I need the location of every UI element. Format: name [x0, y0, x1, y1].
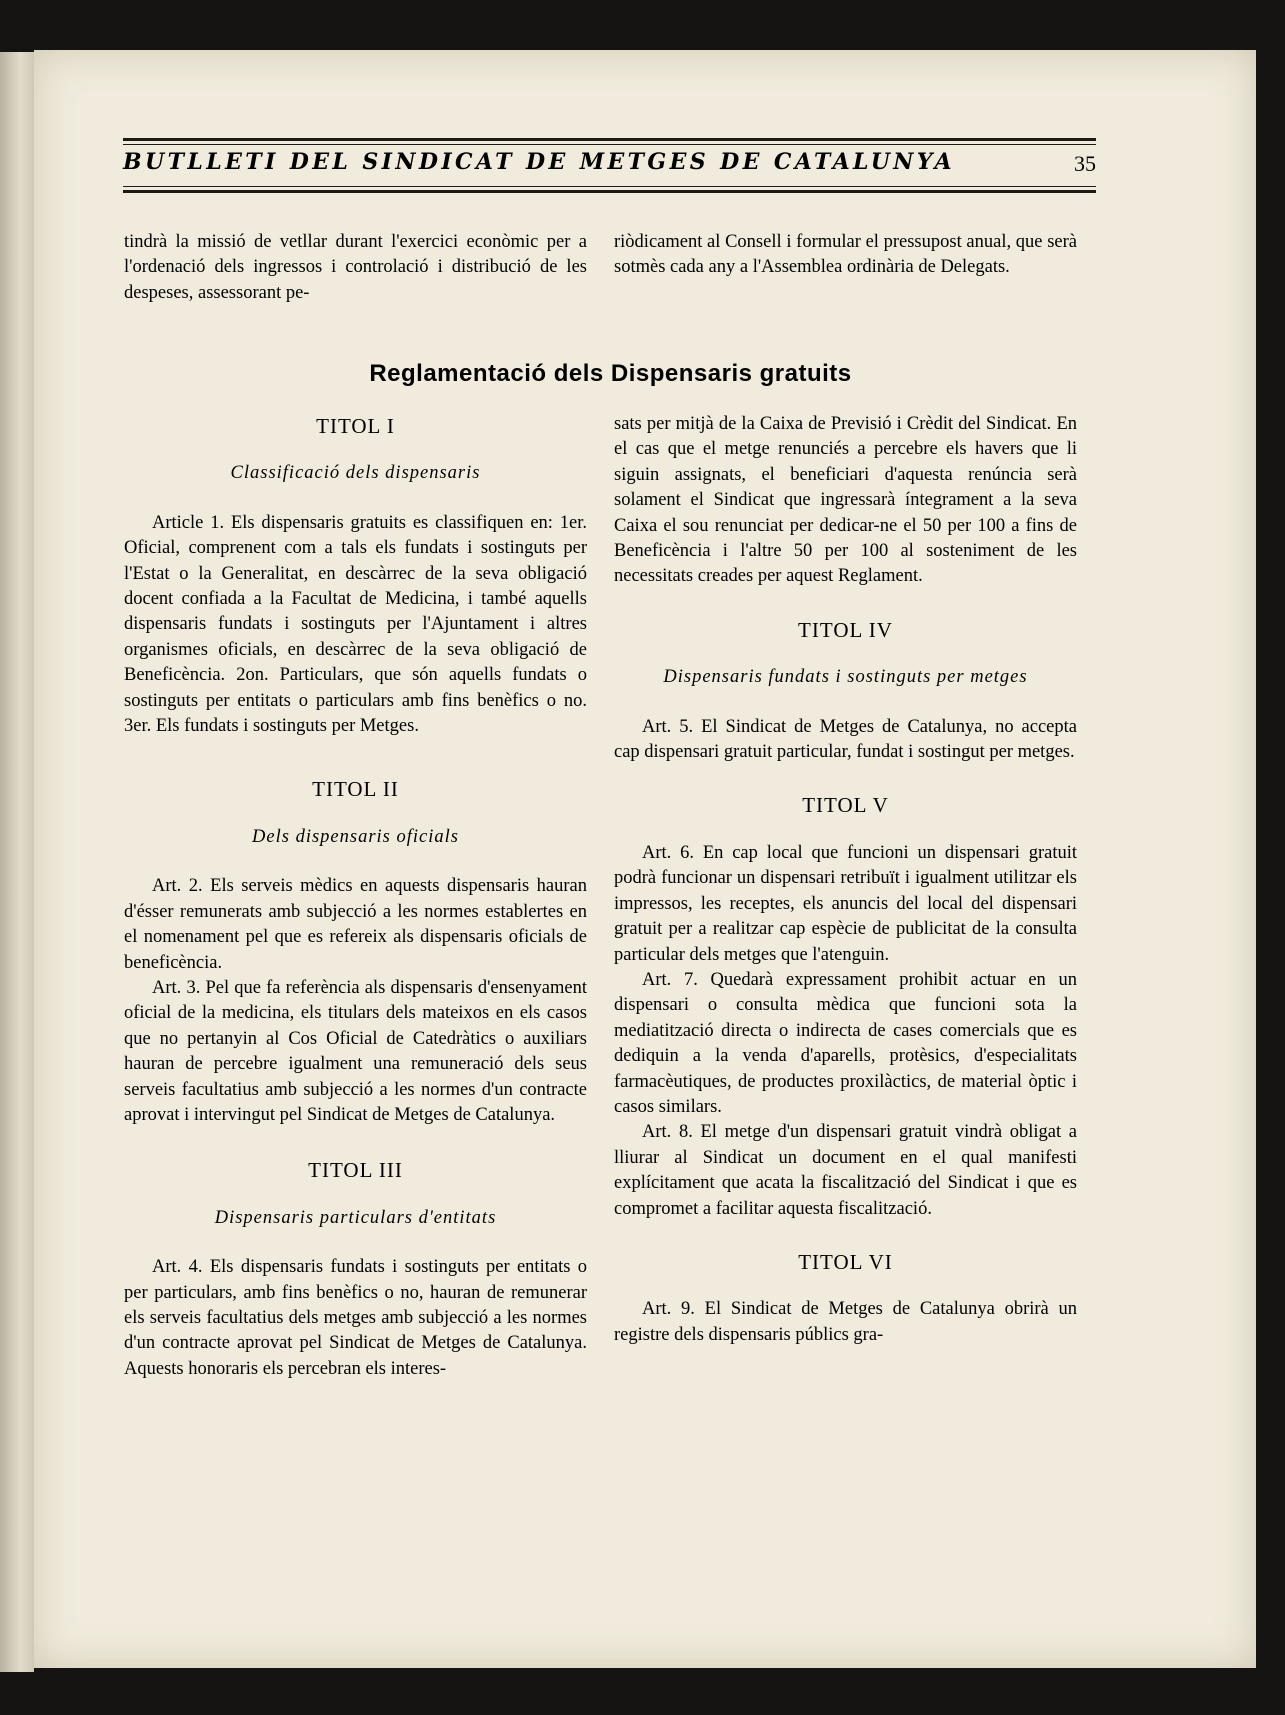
- titol-4-subtitle: Dispensaris fundats i sostinguts per metges: [663, 667, 1028, 688]
- titol-4-heading: TITOL IV: [798, 617, 893, 642]
- titol-6-heading: TITOL VI: [798, 1249, 893, 1274]
- intro-column-right: [614, 230, 1077, 281]
- titol-5-heading: TITOL V: [802, 793, 889, 818]
- header-rule-bottom-thin: [123, 186, 1096, 187]
- body-column-left: [124, 412, 587, 1382]
- header-rule-bottom: [123, 190, 1096, 193]
- article-9: Art. 9. El Sindicat de Metges de Catalunya obrirà un registre dels dispensaris públics gra-: [614, 1299, 1077, 1345]
- article-6: Art. 6. En cap local que funcioni un dispensari gratuit podrà funcionar un dispensari retribuït i igualment utilitzar els impressos, les receptes, els anuncis del local del dispensari gratuit per a realitzar cap espècie de publicitat de la consulta particular dels metges que l'atenguin.: [614, 842, 1077, 965]
- header-rule-top-thin: [123, 144, 1096, 145]
- article-1: Article 1. Els dispensaris gratuits es classifiquen en: 1er. Oficial, comprenent com a tals els fundats i sostinguts per l'Estat o la Generalitat, en descàrrec de la seva obligació docent confiada a la Facultat de Medicina, i també aquells dispensaris fundats i sostinguts per l'Ajuntament i altres organismes oficials, en descàrrec de la seva obligació de Beneficència. 2on. Particulars, que són aquells fundats o sostinguts per entitats o particulars amb fins benèfics o no. 3er. Els fundats i sostinguts per Metges.: [124, 512, 587, 737]
- article-3: Art. 3. Pel que fa referència als dispensaris d'ensenyament oficial de la medicina, els titulars dels mateixos en els casos que no pertanyin al Cos Oficial de Catedràtics o auxiliars hauran de percebre igualment una remuneració dels seus serveis facultatius amb subjecció a les normes d'un contracte aprovat i intervingut pel Sindicat de Metges de Catalunya.: [124, 977, 587, 1125]
- facing-page-edge: [0, 52, 34, 1672]
- titol-1-heading: TITOL I: [316, 414, 395, 438]
- page-number: 35: [1074, 151, 1096, 176]
- body-column-right: [614, 412, 1077, 1348]
- article-4-continuation: sats per mitjà de la Caixa de Previsió i Crèdit del Sindicat. En el cas que el metge renunciés a percebre els havers que li siguin assignats, el beneficiari d'aquesta renúncia serà solament el Sindicat que ingressarà íntegrament a la seva Caixa el sou renunciat per dedicar-ne el 50 per 100 a fins de Beneficència i l'altre 50 per 100 al sosteniment de les necessitats creades per aquest Reglament.: [614, 414, 1077, 587]
- intro-paragraph-left: tindrà la missió de vetllar durant l'exercici econòmic per a l'ordenació dels ingressos i controlació i distribució de les despeses, assessorant pe-: [124, 232, 587, 303]
- page-header: [123, 88, 1096, 192]
- article-8: Art. 8. El metge d'un dispensari gratuit vindrà obligat a lliurar al Sindicat un document en el qual manifesti explícitament que acata la fiscalització del Sindicat i que es compromet a facilitar aquesta fiscalització.: [614, 1122, 1077, 1219]
- section-heading: Reglamentació dels Dispensaris gratuits: [369, 360, 852, 387]
- titol-2-subtitle: Dels dispensaris oficials: [252, 826, 459, 847]
- header-rule-top: [123, 138, 1096, 141]
- article-7: Art. 7. Quedarà expressament prohibit actuar en un dispensari o consulta mèdica que funcioni sota la mediatització directa o indirecta de cases comercials que es dediquin a la venda d'aparells, protèsics, d'especialitats farmacèutiques, de productes proxilàctics, de material òptic i casos similars.: [614, 969, 1077, 1117]
- intro-column-left: [124, 230, 587, 306]
- titol-2-heading: TITOL II: [312, 777, 399, 802]
- article-4: Art. 4. Els dispensaris fundats i sostinguts per entitats o per particulars, amb fins benèfics o no, hauran de remunerar els serveis facultatius dels metges amb subjecció a les normes d'un contracte aprovat pel Sindicat de Metges de Catalunya. Aquests honoraris els percebran els interes-: [124, 1257, 587, 1379]
- intro-paragraph-right: riòdicament al Consell i formular el pressupost anual, que serà sotmès cada any a l'Assemblea ordinària de Delegats.: [614, 232, 1077, 278]
- titol-3-heading: TITOL III: [308, 1158, 403, 1183]
- running-title: BUTLLETI DEL SINDICAT DE METGES DE CATALUNYA: [123, 149, 955, 175]
- article-2: Art. 2. Els serveis mèdics en aquests dispensaris hauran d'ésser remunerats amb subjecció a les normes establertes en el nomenament pel que es refereix als dispensaris oficials de beneficència.: [124, 876, 587, 973]
- article-5: Art. 5. El Sindicat de Metges de Catalunya, no accepta cap dispensari gratuit particular, fundat i sostingut per metges.: [614, 716, 1077, 763]
- titol-3-subtitle: Dispensaris particulars d'entitats: [214, 1207, 497, 1228]
- titol-1-subtitle: Classificació dels dispensaris: [230, 463, 481, 484]
